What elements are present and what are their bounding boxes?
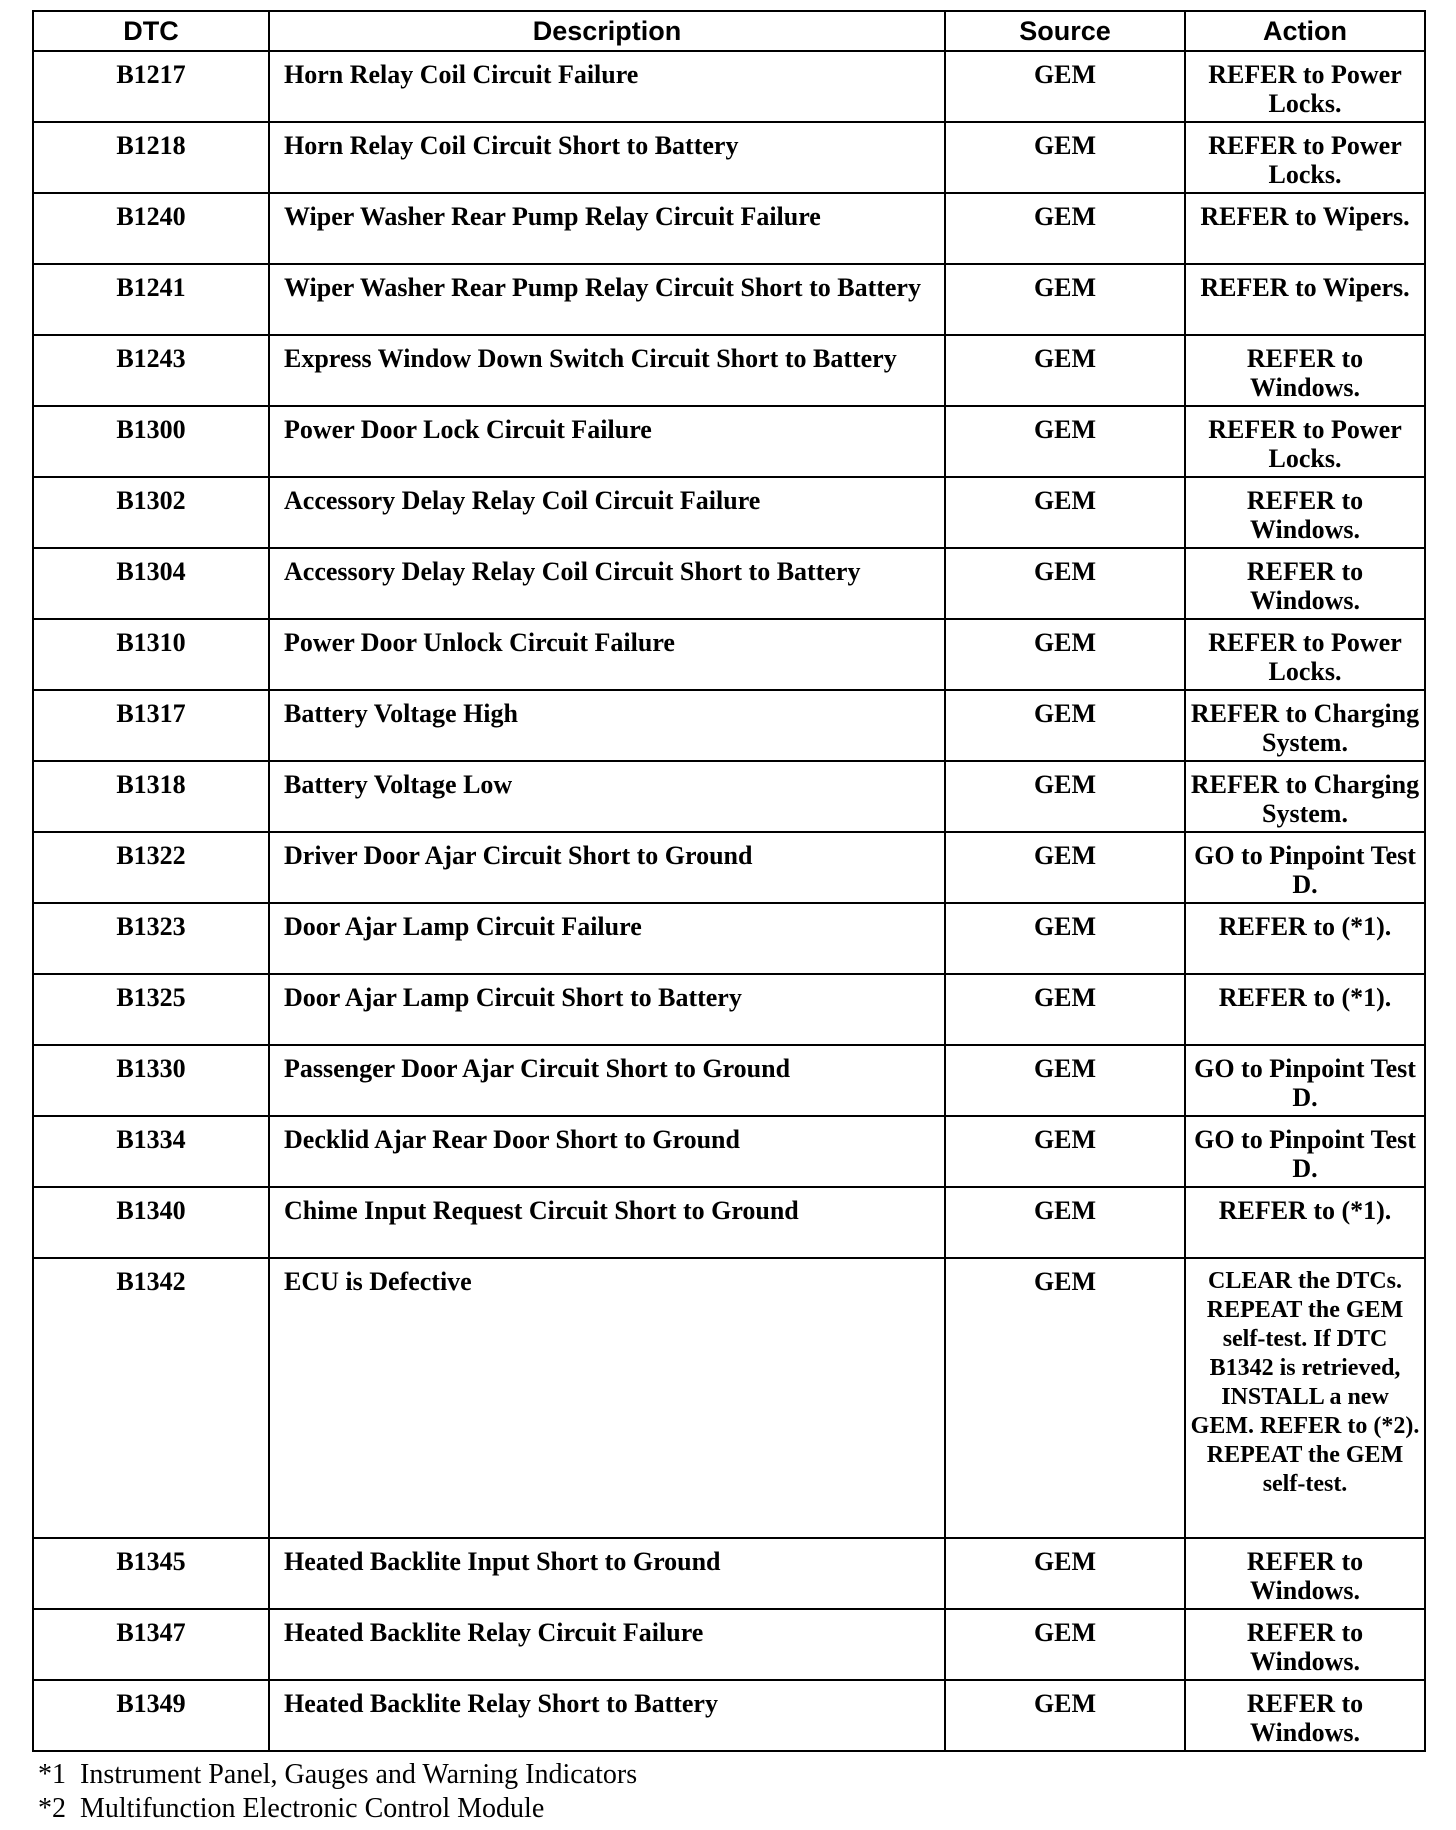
dtc-description: Passenger Door Ajar Circuit Short to Ground [269, 1045, 945, 1116]
table-body [33, 51, 1425, 1751]
dtc-source: GEM [945, 1045, 1185, 1116]
dtc-code: B1349 [33, 1680, 269, 1751]
dtc-action: REFER to Windows. [1185, 1609, 1425, 1680]
table-row [33, 690, 1425, 761]
dtc-description: Decklid Ajar Rear Door Short to Ground [269, 1116, 945, 1187]
dtc-code: B1340 [33, 1187, 269, 1258]
dtc-source: GEM [945, 193, 1185, 264]
dtc-source: GEM [945, 477, 1185, 548]
dtc-action: REFER to Windows. [1185, 335, 1425, 406]
dtc-action: GO to Pinpoint Test D. [1185, 1045, 1425, 1116]
dtc-source: GEM [945, 122, 1185, 193]
dtc-description: Accessory Delay Relay Coil Circuit Failure [269, 477, 945, 548]
dtc-action: REFER to Windows. [1185, 548, 1425, 619]
dtc-code: B1240 [33, 193, 269, 264]
dtc-source: GEM [945, 903, 1185, 974]
table-row [33, 619, 1425, 690]
footnote-mark: *1 [38, 1759, 66, 1790]
dtc-description: Accessory Delay Relay Coil Circuit Short to Battery [269, 548, 945, 619]
dtc-description: Chime Input Request Circuit Short to Ground [269, 1187, 945, 1258]
dtc-action: REFER to Wipers. [1185, 264, 1425, 335]
dtc-description: Horn Relay Coil Circuit Short to Battery [269, 122, 945, 193]
dtc-source: GEM [945, 1258, 1185, 1538]
dtc-description: Door Ajar Lamp Circuit Short to Battery [269, 974, 945, 1045]
header-source: Source [945, 11, 1185, 51]
table-row [33, 51, 1425, 122]
dtc-source: GEM [945, 1538, 1185, 1609]
table-row [33, 832, 1425, 903]
dtc-code: B1347 [33, 1609, 269, 1680]
dtc-action: REFER to Power Locks. [1185, 122, 1425, 193]
dtc-description: Door Ajar Lamp Circuit Failure [269, 903, 945, 974]
footnote-text: Multifunction Electronic Control Module [80, 1793, 545, 1824]
dtc-source: GEM [945, 974, 1185, 1045]
dtc-source: GEM [945, 832, 1185, 903]
dtc-code: B1241 [33, 264, 269, 335]
dtc-action: REFER to Power Locks. [1185, 619, 1425, 690]
dtc-code: B1323 [33, 903, 269, 974]
table-row [33, 335, 1425, 406]
dtc-code: B1342 [33, 1258, 269, 1538]
dtc-action: REFER to Power Locks. [1185, 51, 1425, 122]
footnote-1 [38, 1758, 637, 1792]
dtc-source: GEM [945, 335, 1185, 406]
table-row [33, 122, 1425, 193]
dtc-code: B1325 [33, 974, 269, 1045]
dtc-source: GEM [945, 548, 1185, 619]
dtc-source: GEM [945, 1680, 1185, 1751]
dtc-description: Wiper Washer Rear Pump Relay Circuit Failure [269, 193, 945, 264]
footnote-mark: *2 [38, 1793, 66, 1824]
dtc-code: B1322 [33, 832, 269, 903]
table-row [33, 264, 1425, 335]
dtc-code: B1310 [33, 619, 269, 690]
dtc-description: Express Window Down Switch Circuit Short to Battery [269, 335, 945, 406]
dtc-action: REFER to Windows. [1185, 1680, 1425, 1751]
dtc-code: B1218 [33, 122, 269, 193]
table-row [33, 548, 1425, 619]
dtc-action: REFER to Windows. [1185, 1538, 1425, 1609]
dtc-description: Power Door Unlock Circuit Failure [269, 619, 945, 690]
dtc-description: Heated Backlite Relay Short to Battery [269, 1680, 945, 1751]
dtc-source: GEM [945, 1187, 1185, 1258]
dtc-source: GEM [945, 1116, 1185, 1187]
table-row [33, 761, 1425, 832]
table-row [33, 406, 1425, 477]
dtc-description: Power Door Lock Circuit Failure [269, 406, 945, 477]
dtc-code: B1243 [33, 335, 269, 406]
dtc-action: REFER to Windows. [1185, 477, 1425, 548]
dtc-source: GEM [945, 406, 1185, 477]
dtc-description: Battery Voltage High [269, 690, 945, 761]
dtc-code: B1304 [33, 548, 269, 619]
dtc-table [32, 10, 1426, 1752]
dtc-action: REFER to Power Locks. [1185, 406, 1425, 477]
dtc-description: Driver Door Ajar Circuit Short to Ground [269, 832, 945, 903]
table-row [33, 974, 1425, 1045]
table-row [33, 1258, 1425, 1538]
table-row [33, 1187, 1425, 1258]
table-header-row [33, 11, 1425, 51]
header-description: Description [269, 11, 945, 51]
table-row [33, 1116, 1425, 1187]
dtc-action: REFER to (*1). [1185, 1187, 1425, 1258]
dtc-description: Heated Backlite Relay Circuit Failure [269, 1609, 945, 1680]
dtc-code: B1334 [33, 1116, 269, 1187]
dtc-code: B1345 [33, 1538, 269, 1609]
dtc-source: GEM [945, 619, 1185, 690]
dtc-action: REFER to Wipers. [1185, 193, 1425, 264]
dtc-source: GEM [945, 1609, 1185, 1680]
dtc-source: GEM [945, 51, 1185, 122]
dtc-description: Horn Relay Coil Circuit Failure [269, 51, 945, 122]
dtc-code: B1217 [33, 51, 269, 122]
dtc-action: REFER to Charging System. [1185, 761, 1425, 832]
dtc-source: GEM [945, 264, 1185, 335]
dtc-description: ECU is Defective [269, 1258, 945, 1538]
dtc-code: B1302 [33, 477, 269, 548]
dtc-action: REFER to (*1). [1185, 974, 1425, 1045]
dtc-action: CLEAR the DTCs. REPEAT the GEM self-test. If DTC B1342 is retrieved, INSTALL a new GEM. REFER to (*2). REPEAT the GEM self-test. [1185, 1258, 1425, 1538]
dtc-action: GO to Pinpoint Test D. [1185, 1116, 1425, 1187]
table-row [33, 1680, 1425, 1751]
table-row [33, 903, 1425, 974]
dtc-description: Wiper Washer Rear Pump Relay Circuit Short to Battery [269, 264, 945, 335]
header-dtc: DTC [33, 11, 269, 51]
dtc-description: Battery Voltage Low [269, 761, 945, 832]
header-action: Action [1185, 11, 1425, 51]
dtc-action: GO to Pinpoint Test D. [1185, 832, 1425, 903]
dtc-code: B1317 [33, 690, 269, 761]
dtc-description: Heated Backlite Input Short to Ground [269, 1538, 945, 1609]
footnote-text: Instrument Panel, Gauges and Warning Indicators [80, 1759, 638, 1790]
dtc-code: B1318 [33, 761, 269, 832]
table-row [33, 1609, 1425, 1680]
dtc-source: GEM [945, 761, 1185, 832]
table-row [33, 477, 1425, 548]
dtc-action: REFER to Charging System. [1185, 690, 1425, 761]
dtc-source: GEM [945, 690, 1185, 761]
footnote-2 [38, 1792, 637, 1826]
table-row [33, 1045, 1425, 1116]
footnotes [38, 1758, 637, 1826]
dtc-code: B1330 [33, 1045, 269, 1116]
dtc-code: B1300 [33, 406, 269, 477]
dtc-action: REFER to (*1). [1185, 903, 1425, 974]
table-row [33, 1538, 1425, 1609]
table-row [33, 193, 1425, 264]
